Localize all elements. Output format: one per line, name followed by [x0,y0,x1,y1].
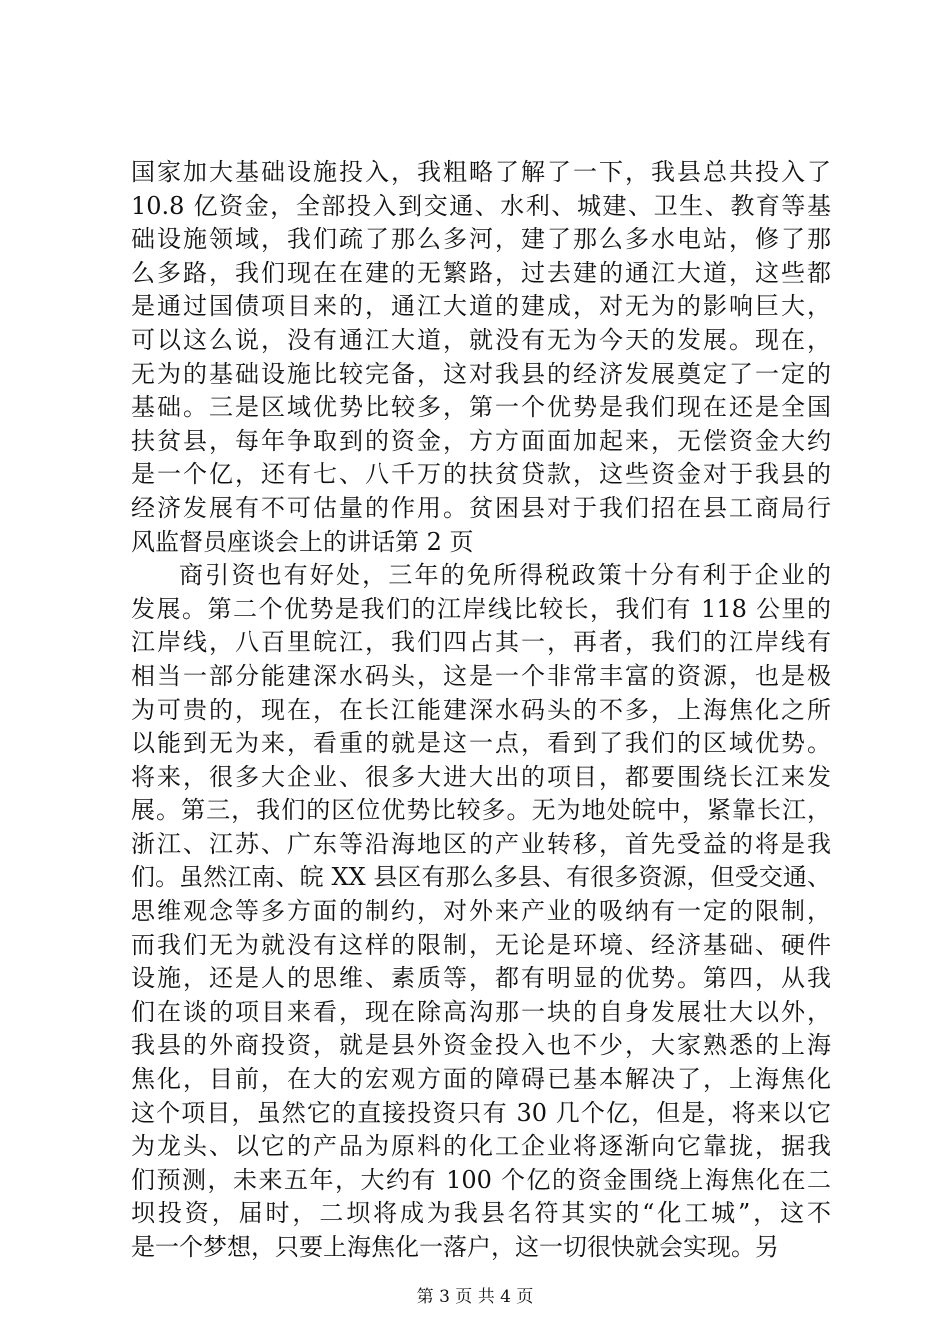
text-line: 们在谈的项目来看，现在除高沟那一块的自身发展壮大以外， [131,997,831,1026]
document-body [131,156,831,1265]
text-line: 础设施领域，我们疏了那么多河，建了那么多水电站，修了那 [131,225,831,254]
paragraph [131,156,831,559]
text-line: 么多路，我们现在在建的无繁路，过去建的通江大道，这些都 [131,258,831,287]
text-line: 无为的基础设施比较完备，这对我县的经济发展奠定了一定的 [131,359,831,388]
text-line: 我县的外商投资，就是县外资金投入也不少，大家熟悉的上海 [131,1031,831,1060]
page-footer: 第 3 页 共 4 页 [416,1287,534,1307]
text-line: 焦化，目前，在大的宏观方面的障碍已基本解决了，上海焦化 [131,1065,831,1094]
text-line: 为可贵的，现在，在长江能建深水码头的不多，上海焦化之所 [131,695,831,724]
text-line: 国家加大基础设施投入，我粗略了解了一下，我县总共投入了 [131,158,831,186]
text-line: 10.8 亿资金，全部投入到交通、水利、城建、卫生、教育等基 [131,191,831,220]
text-line: 坝投资，届时，二坝将成为我县名符其实的“化工城”，这不 [131,1199,831,1228]
text-line: 发展。第二个优势是我们的江岸线比较长，我们有 118 公里的 [131,594,831,623]
text-line: 可以这么说，没有通江大道，就没有无为今天的发展。现在， [131,325,831,354]
text-line: 商引资也有好处，三年的免所得税政策十分有利于企业的 [179,561,831,590]
text-line: 浙江、江苏、广东等沿海地区的产业转移，首先受益的将是我 [131,829,831,858]
text-line: 风监督员座谈会上的讲话第 2 页 [131,527,474,556]
text-line: 江岸线，八百里皖江，我们四占其一，再者，我们的江岸线有 [131,628,831,657]
text-line: 展。第三，我们的区位优势比较多。无为地处皖中，紧靠长江， [131,796,831,825]
text-line: 将来，很多大企业、很多大进大出的项目，都要围绕长江来发 [131,762,831,791]
text-line: 是一个梦想，只要上海焦化一落户，这一切很快就会实现。另 [131,1233,779,1261]
text-line: 思维观念等多方面的制约，对外来产业的吸纳有一定的限制， [131,897,831,926]
text-line: 而我们无为就没有这样的限制，无论是环境、经济基础、硬件 [131,930,831,959]
text-line: 们。虽然江南、皖 XX 县区有那么多县、有很多资源，但受交通、 [131,863,831,892]
text-line: 扶贫县，每年争取到的资金，方方面面加起来，无偿资金大约 [131,426,831,455]
text-line: 为龙头、以它的产品为原料的化工企业将逐渐向它靠拢，据我 [131,1132,831,1161]
text-line: 以能到无为来，看重的就是这一点，看到了我们的区域优势。 [131,729,831,758]
paragraph [131,559,831,1264]
text-line: 经济发展有不可估量的作用。贫困县对于我们招在县工商局行 [131,493,831,522]
text-line: 设施，还是人的思维、素质等，都有明显的优势。第四，从我 [131,964,831,993]
text-line: 是通过国债项目来的，通江大道的建成，对无为的影响巨大， [131,292,831,321]
text-line: 们预测，未来五年，大约有 100 个亿的资金围绕上海焦化在二 [131,1165,831,1194]
text-line: 基础。三是区域优势比较多，第一个优势是我们现在还是全国 [131,393,831,422]
text-line: 是一个亿，还有七、八千万的扶贫贷款，这些资金对于我县的 [131,460,831,489]
text-line: 这个项目，虽然它的直接投资只有 30 几个亿，但是，将来以它 [131,1098,831,1127]
text-line: 相当一部分能建深水码头，这是一个非常丰富的资源，也是极 [131,661,831,690]
